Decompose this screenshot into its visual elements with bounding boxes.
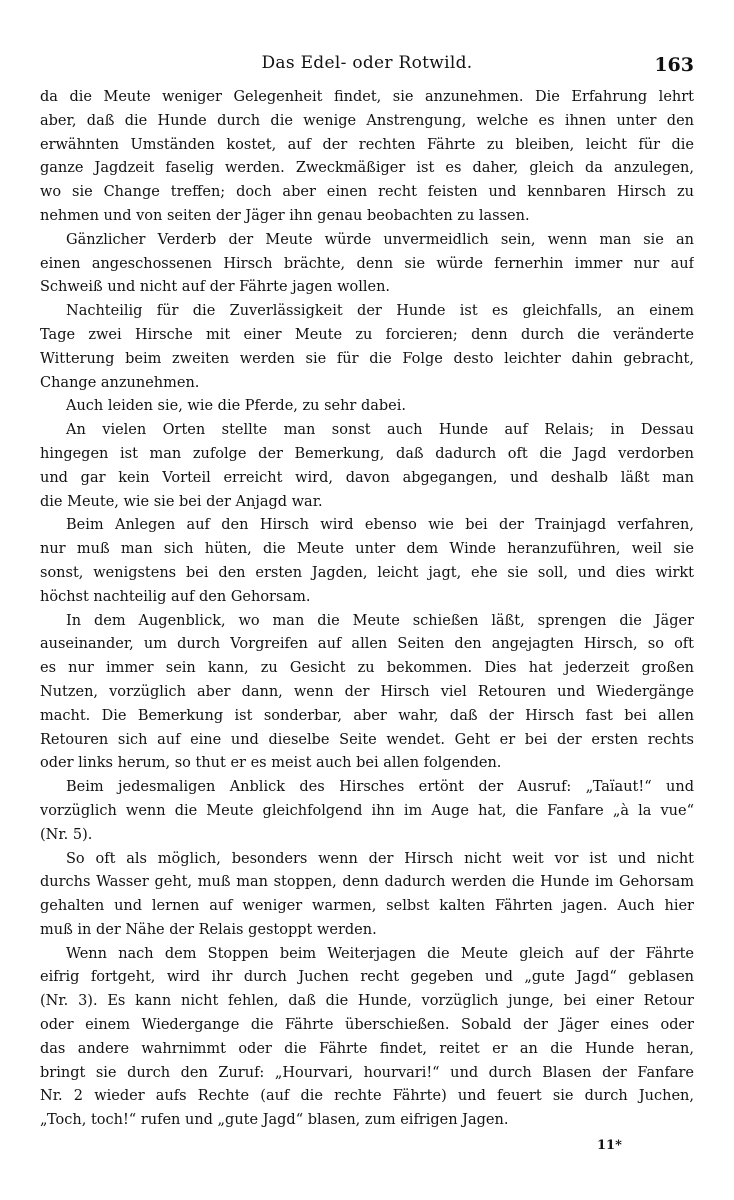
text-line: Schweiß und nicht auf der Fährte jagen wollen. xyxy=(40,279,391,296)
text-line: Gänzlicher Verderb der Meute würde unvermeidlich sein, wenn man sie an xyxy=(66,231,694,248)
text-line: Nr. 2 wieder aufs Rechte (auf die rechte Fährte) und feuert sie durch Juchen, xyxy=(40,1088,694,1105)
text-line: muß in der Nähe der Relais gestoppt werden. xyxy=(40,921,377,938)
text-line: nur muß man sich hüten, die Meute unter dem Winde heranzuführen, weil sie xyxy=(40,541,694,558)
text-line: aber, daß die Hunde durch die wenige Anstrengung, welche es ihnen unter den xyxy=(40,112,694,129)
paragraph xyxy=(40,300,694,395)
text-line: sonst, wenigstens bei den ersten Jagden, leicht jagt, ehe sie soll, und dies wirkt xyxy=(40,564,694,581)
text-line: Wenn nach dem Stoppen beim Weiterjagen die Meute gleich auf der Fährte xyxy=(66,945,694,962)
text-line: Auch leiden sie, wie die Pferde, zu sehr dabei. xyxy=(66,398,407,415)
paragraph xyxy=(40,514,694,609)
text-line: hingegen ist man zufolge der Bemerkung, daß dadurch oft die Jagd verdorben xyxy=(40,445,694,462)
signature-mark: 11* xyxy=(597,1138,622,1153)
text-line: Beim jedesmaligen Anblick des Hirsches ertönt der Ausruf: „Taïaut!“ und xyxy=(66,779,694,796)
text-line: (Nr. 5). xyxy=(40,826,93,843)
text-line: „Toch, toch!“ rufen und „gute Jagd“ blasen, zum eifrigen Jagen. xyxy=(40,1112,509,1129)
text-line: es nur immer sein kann, zu Gesicht zu bekommen. Dies hat jederzeit großen xyxy=(40,660,694,677)
text-line: Change anzunehmen. xyxy=(40,374,200,391)
running-title: Das Edel- oder Rotwild. xyxy=(261,53,473,73)
text-line: erwähnten Umständen kostet, auf der rechten Fährte zu bleiben, leicht für die xyxy=(40,136,694,153)
text-line: oder einem Wiedergange die Fährte überschießen. Sobald der Jäger eines oder xyxy=(40,1017,694,1034)
text-line: (Nr. 3). Es kann nicht fehlen, daß die Hunde, vorzüglich junge, bei einer Retour xyxy=(40,993,694,1010)
text-line: wo sie Change treffen; doch aber einen recht feisten und kennbaren Hirsch zu xyxy=(40,184,694,201)
text-line: und gar kein Vorteil erreicht wird, davon abgegangen, und deshalb läßt man xyxy=(40,469,694,486)
paragraph xyxy=(40,943,694,1133)
paragraph xyxy=(40,776,694,847)
text-line: Retouren sich auf eine und dieselbe Seite wendet. Geht er bei der ersten rechts xyxy=(40,731,694,748)
running-head xyxy=(40,48,694,78)
text-line: Nutzen, vorzüglich aber dann, wenn der Hirsch viel Retouren und Wiedergänge xyxy=(40,683,694,700)
text-line: vorzüglich wenn die Meute gleichfolgend ihn im Auge hat, die Fanfare „à la vue“ xyxy=(40,802,694,819)
text-line: höchst nachteilig auf den Gehorsam. xyxy=(40,588,311,605)
text-line: bringt sie durch den Zuruf: „Hourvari, hourvari!“ und durch Blasen der Fanfare xyxy=(40,1064,694,1081)
paragraph xyxy=(40,610,694,777)
text-line: ganze Jagdzeit faselig werden. Zweckmäßiger ist es daher, gleich da anzulegen, xyxy=(40,160,694,177)
text-line: auseinander, um durch Vorgreifen auf allen Seiten den angejagten Hirsch, so oft xyxy=(40,636,694,653)
paragraph xyxy=(40,419,694,514)
text-line: nehmen und von seiten der Jäger ihn genau beobachten zu lassen. xyxy=(40,207,530,224)
text-line: oder links herum, so thut er es meist auch bei allen folgenden. xyxy=(40,755,502,772)
text-line: das andere wahrnimmt oder die Fährte findet, reitet er an die Hunde heran, xyxy=(40,1040,694,1057)
text-line: einen angeschossenen Hirsch brächte, denn sie würde fernerhin immer nur auf xyxy=(40,255,694,272)
text-line: Tage zwei Hirsche mit einer Meute zu forcieren; denn durch die veränderte xyxy=(40,326,694,343)
text-line: Witterung beim zweiten werden sie für die Folge desto leichter dahin gebracht, xyxy=(40,350,694,367)
text-line: eifrig fortgeht, wird ihr durch Juchen recht gegeben und „gute Jagd“ geblasen xyxy=(40,969,694,986)
text-line: In dem Augenblick, wo man die Meute schießen läßt, sprengen die Jäger xyxy=(66,612,694,629)
text-line: durchs Wasser geht, muß man stoppen, denn dadurch werden die Hunde im Gehorsam xyxy=(40,874,694,891)
text-line: Nachteilig für die Zuverlässigkeit der Hunde ist es gleichfalls, an einem xyxy=(66,303,694,320)
text-line: Beim Anlegen auf den Hirsch wird ebenso wie bei der Trainjagd verfahren, xyxy=(66,517,694,534)
paragraph xyxy=(40,229,694,300)
text-line: gehalten und lernen auf weniger warmen, selbst kalten Fährten jagen. Auch hier xyxy=(40,898,694,915)
text-line: macht. Die Bemerkung ist sonderbar, aber wahr, daß der Hirsch fast bei allen xyxy=(40,707,694,724)
text-line: So oft als möglich, besonders wenn der Hirsch nicht weit vor ist und nicht xyxy=(66,850,694,867)
paragraph xyxy=(40,395,694,419)
paragraph xyxy=(40,848,694,943)
paragraph xyxy=(40,86,694,229)
text-line: An vielen Orten stellte man sonst auch Hunde auf Relais; in Dessau xyxy=(66,422,694,439)
text-line: da die Meute weniger Gelegenheit findet, sie anzunehmen. Die Erfahrung lehrt xyxy=(40,89,694,105)
text-line: die Meute, wie sie bei der Anjagd war. xyxy=(40,493,323,510)
body-text xyxy=(40,86,694,1133)
page-number: 163 xyxy=(654,54,694,76)
